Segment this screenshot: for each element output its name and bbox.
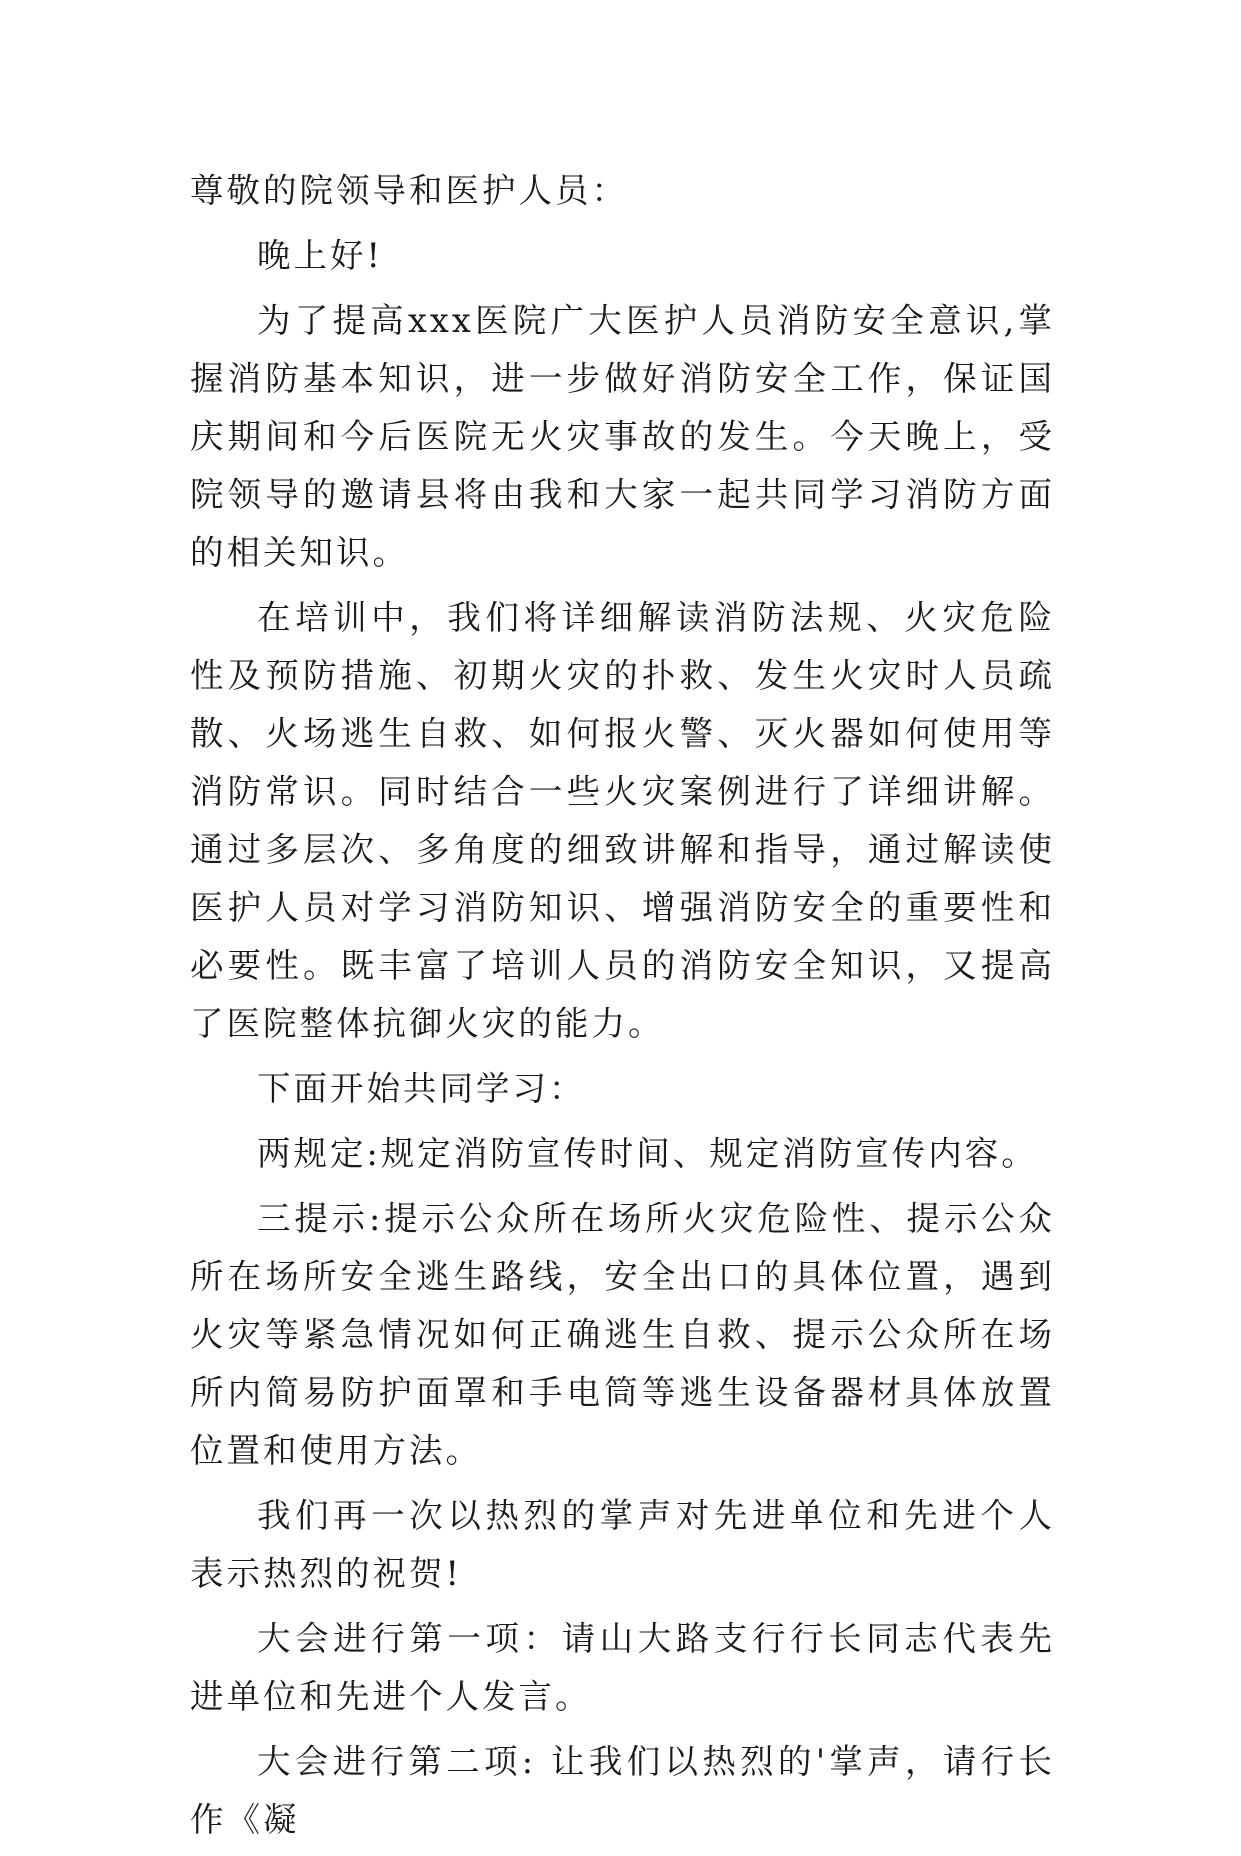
salutation: 尊敬的院领导和医护人员：	[190, 171, 628, 210]
paragraph-agenda-item-1: 大会进行第一项：请山大路支行行长同志代表先进单位和先进个人发言。	[190, 1619, 1055, 1716]
paragraph-two-rules: 两规定:规定消防宣传时间、规定消防宣传内容。	[257, 1134, 1038, 1173]
paragraph-congratulations: 我们再一次以热烈的掌声对先进单位和先进个人表示热烈的祝贺!	[190, 1496, 1055, 1593]
paragraph-intro: 为了提高xxx医院广大医护人员消防安全意识,掌握消防基本知识，进一步做好消防安全工作，保证国庆期间和今后医院无火灾事故的发生。今天晚上，受院领导的邀请县将由我和大家一起共同学习消防方面的相关知识。	[190, 301, 1055, 572]
paragraph-start-learning: 下面开始共同学习：	[257, 1069, 586, 1108]
document-body	[190, 162, 1055, 1856]
greeting: 晚上好!	[257, 236, 383, 275]
paragraph-training: 在培训中，我们将详细解读消防法规、火灾危险性及预防措施、初期火灾的扑救、发生火灾时人员疏散、火场逃生自救、如何报火警、灭火器如何使用等消防常识。同时结合一些火灾案例进行了详细讲解。通过多层次、多角度的细致讲解和指导，通过解读使医护人员对学习消防知识、增强消防安全的重要性和必要性。既丰富了培训人员的消防安全知识，又提高了医院整体抗御火灾的能力。	[190, 598, 1055, 1043]
paragraph-three-tips: 三提示:提示公众所在场所火灾危险性、提示公众所在场所安全逃生路线，安全出口的具体位置，遇到火灾等紧急情况如何正确逃生自救、提示公众所在场所内简易防护面罩和手电筒等逃生设备器材具体放置位置和使用方法。	[190, 1199, 1055, 1470]
paragraph-agenda-item-2: 大会进行第二项: 让我们以热烈的'掌声，请行长作《凝	[190, 1742, 1055, 1839]
